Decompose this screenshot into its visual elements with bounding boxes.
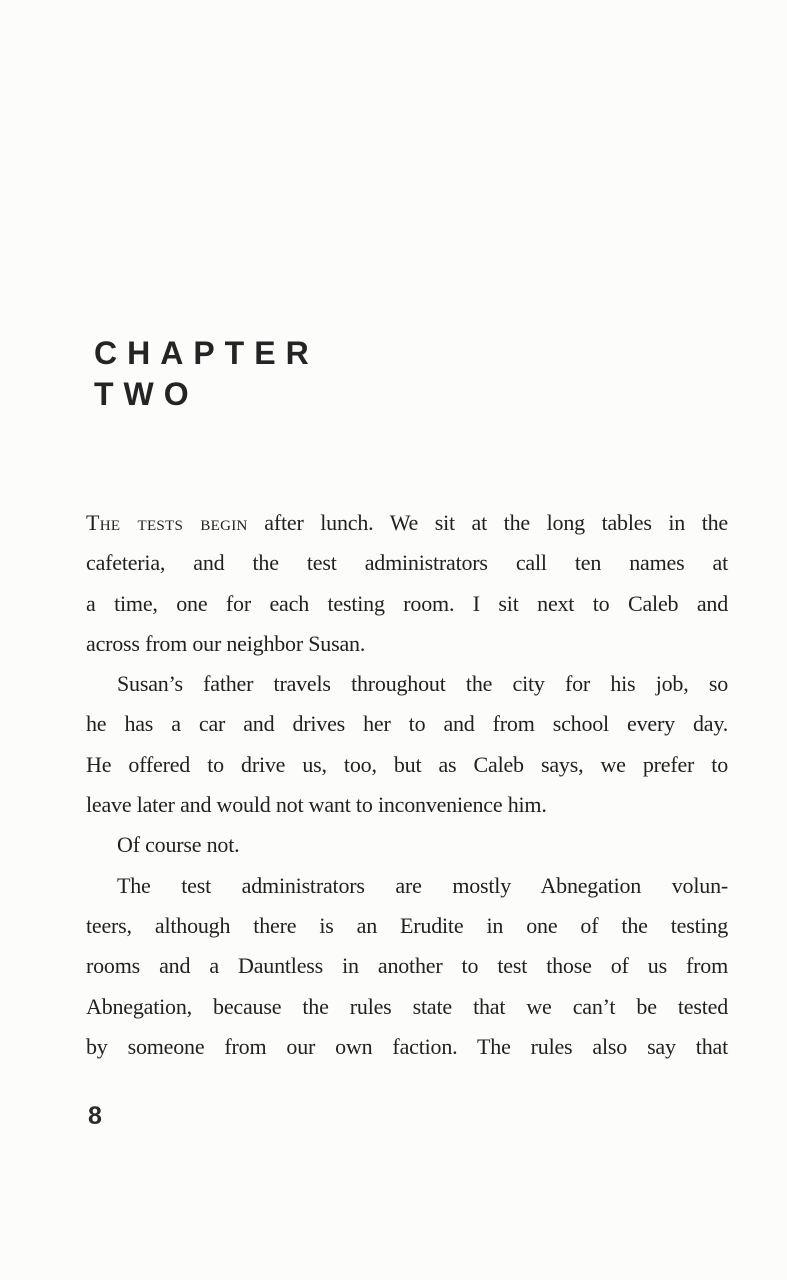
paragraph-1-line-1-rest: after lunch. We sit at the long tables in the (247, 510, 728, 535)
paragraph-1-line-4: across from our neighbor Susan. (86, 630, 366, 656)
paragraph-1-line-2: cafeteria, and the test administrators call ten names at (86, 550, 728, 576)
paragraph-3-line-1: Of course not. (117, 832, 240, 858)
chapter-heading (94, 333, 319, 415)
paragraph-2-line-4: leave later and would not want to inconvenience him. (86, 792, 547, 818)
paragraph-2-line-1: Susan’s father travels throughout the city for his job, so (117, 671, 728, 697)
paragraph-2-line-2: he has a car and drives her to and from school every day. (86, 711, 728, 737)
body-text (86, 503, 728, 1067)
paragraph-1-line-3: a time, one for each testing room. I sit next to Caleb and (86, 590, 728, 616)
paragraph-4-line-2: teers, although there is an Erudite in one of the testing (86, 912, 728, 938)
paragraph-4-line-1: The test administrators are mostly Abnegation volun- (117, 872, 728, 898)
paragraph-4-line-4: Abnegation, because the rules state that we can’t be tested (86, 993, 728, 1019)
paragraph-1-line-1 (86, 503, 728, 543)
paragraph-4-line-5: by someone from our own faction. The rules also say that (86, 1033, 728, 1059)
chapter-heading-line-1: CHAPTER (94, 335, 319, 371)
small-caps-lead: The tests begin (86, 510, 248, 535)
paragraph-2-line-3: He offered to drive us, too, but as Caleb says, we prefer to (86, 751, 728, 777)
paragraph-4-line-3: rooms and a Dauntless in another to test those of us from (86, 953, 728, 979)
chapter-heading-line-2: TWO (94, 376, 199, 412)
page-number: 8 (88, 1102, 103, 1130)
